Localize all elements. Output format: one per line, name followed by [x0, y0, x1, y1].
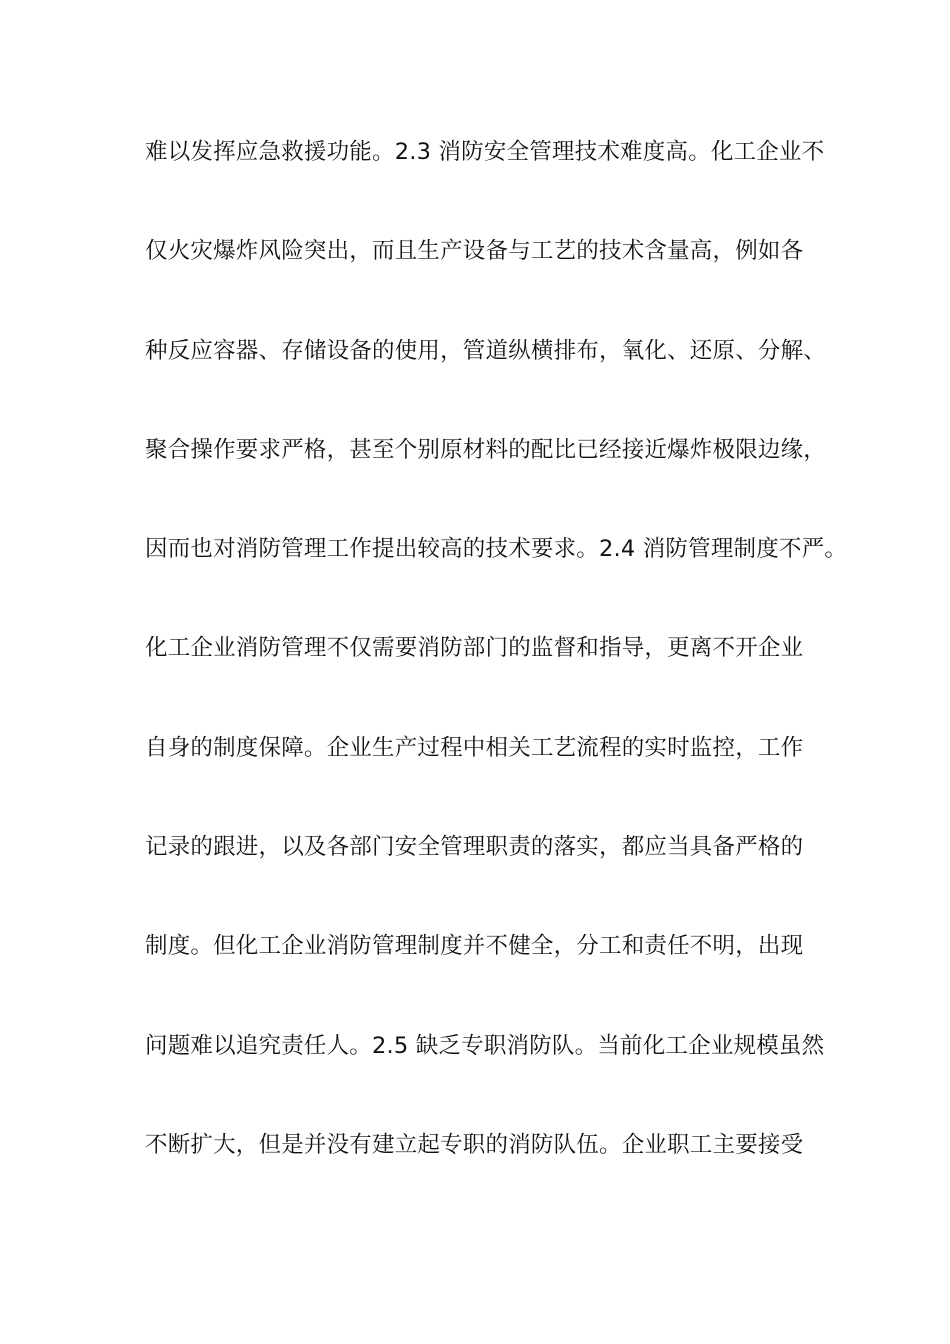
text-line: 制度。但化工企业消防管理制度并不健全，分工和责任不明，出现 [145, 933, 804, 960]
body-text [145, 130, 848, 1222]
text-line: 仅火灾爆炸风险突出，而且生产设备与工艺的技术含量高，例如各 [145, 238, 804, 265]
text-line: 聚合操作要求严格，甚至个别原材料的配比已经接近爆炸极限边缘， [145, 436, 827, 463]
text-line: 种反应容器、存储设备的使用，管道纵横排布，氧化、还原、分解、 [145, 337, 827, 364]
text-line: 自身的制度保障。企业生产过程中相关工艺流程的实时监控，工作 [145, 734, 804, 761]
text-line: 难以发挥应急救援功能。2.3 消防安全管理技术难度高。化工企业不 [145, 139, 825, 165]
text-line: 因而也对消防管理工作提出较高的技术要求。2.4 消防管理制度不严。 [145, 536, 848, 563]
text-line: 问题难以追究责任人。2.5 缺乏专职消防队。当前化工企业规模虽然 [145, 1032, 825, 1059]
text-line: 化工企业消防管理不仅需要消防部门的监督和指导，更离不开企业 [145, 635, 804, 662]
text-line: 记录的跟进，以及各部门安全管理职责的落实，都应当具备严格的 [145, 834, 804, 861]
text-line: 不断扩大，但是并没有建立起专职的消防队伍。企业职工主要接受 [145, 1131, 804, 1158]
